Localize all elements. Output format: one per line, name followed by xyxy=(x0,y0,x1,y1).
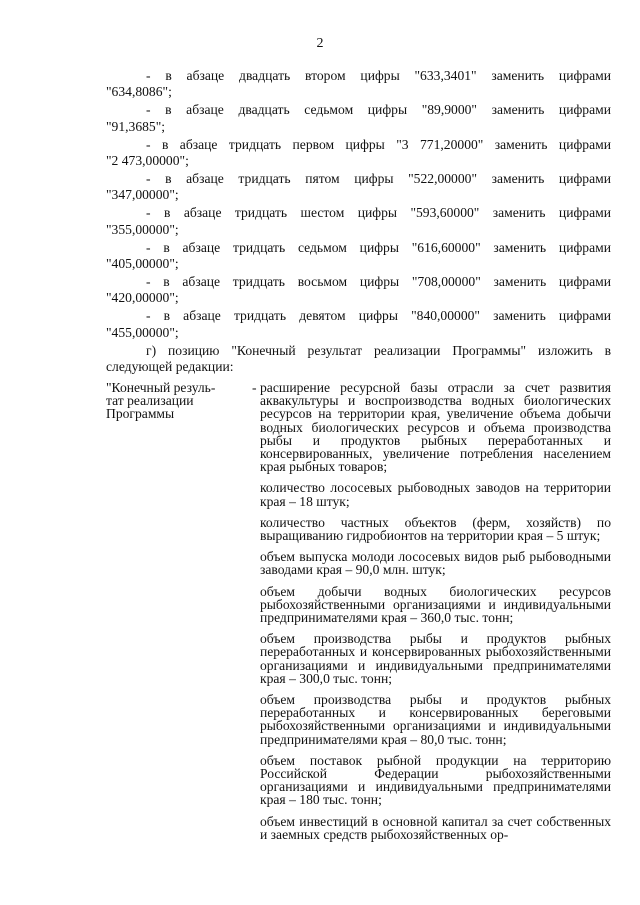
amendment-item: - в абзаце тридцать шестом цифры "593,60000" заменить цифрами "355,00000"; xyxy=(106,205,611,237)
position-paragraph: г) позицию "Конечный результат реализации Программы" изложить в следующей редакции: xyxy=(106,342,611,374)
amendment-item: - в абзаце тридцать восьмом цифры "708,00000" заменить цифрами "420,00000"; xyxy=(106,273,611,306)
result-item: объем добычи водных биологических ресурсов рыбохозяйственными организациями и индивидуальными предпринимателями края – 360,0 тыс. тонн; xyxy=(260,583,611,626)
result-items xyxy=(260,381,611,849)
result-item: расширение ресурсной базы отрасли за счет развития аквакультуры и воспроизводства водных биологических ресурсов на территории края, увеличение объема добычи водных биологических ресурсов и объема производства рыбы и продуктов рыбных переработанных и консервированных, увеличение потребления населением края рыбных товаров; xyxy=(260,380,611,475)
amendments-block xyxy=(106,68,611,377)
result-item: количество частных объектов (ферм, хозяйств) по выращиванию гидробионтов на территории края – 5 штук; xyxy=(260,514,611,544)
result-item: объем производства рыбы и продуктов рыбных переработанных и консервированных береговыми рыбохозяйственными организациями и индивидуальными предпринимателями края – 80,0 тыс. тонн; xyxy=(260,692,611,747)
section-dash: - xyxy=(252,380,257,395)
amendment-item: - в абзаце двадцать втором цифры "633,3401" заменить цифрами "634,8086"; xyxy=(106,68,611,100)
result-item: количество лососевых рыбоводных заводов на территории края – 18 штук; xyxy=(260,480,611,509)
result-item: объем выпуска молоди лососевых видов рыб рыбоводными заводами края – 90,0 млн. штук; xyxy=(260,549,611,578)
page-number: 2 xyxy=(316,36,324,51)
result-item: объем поставок рыбной продукции на территорию Российской Федерации рыбохозяйственными организациями и индивидуальными предпринимателями края – 180 тыс. тонн; xyxy=(260,752,611,808)
result-item: объем инвестиций в основной капитал за счет собственных и заемных средств рыбохозяйственных ор- xyxy=(260,813,611,842)
amendment-item: - в абзаце тридцать первом цифры "3 771,20000" заменить цифрами "2 473,00000"; xyxy=(106,136,611,169)
amendment-item: - в абзаце двадцать седьмом цифры "89,9000" заменить цифрами "91,3685"; xyxy=(106,102,611,134)
amendment-item: - в абзаце тридцать девятом цифры "840,00000" заменить цифрами "455,00000"; xyxy=(106,308,611,340)
result-item: объем производства рыбы и продуктов рыбных переработанных и консервированных рыбохозяйственными организациями и индивидуальными предпринимателями края – 300,0 тыс. тонн; xyxy=(260,631,611,686)
amendment-item: - в абзаце тридцать седьмом цифры "616,60000" заменить цифрами "405,00000"; xyxy=(106,239,611,271)
section-label: "Конечный резуль- тат реализации Программы xyxy=(106,380,216,422)
amendment-item: - в абзаце тридцать пятом цифры "522,00000" заменить цифрами "347,00000"; xyxy=(106,170,611,203)
